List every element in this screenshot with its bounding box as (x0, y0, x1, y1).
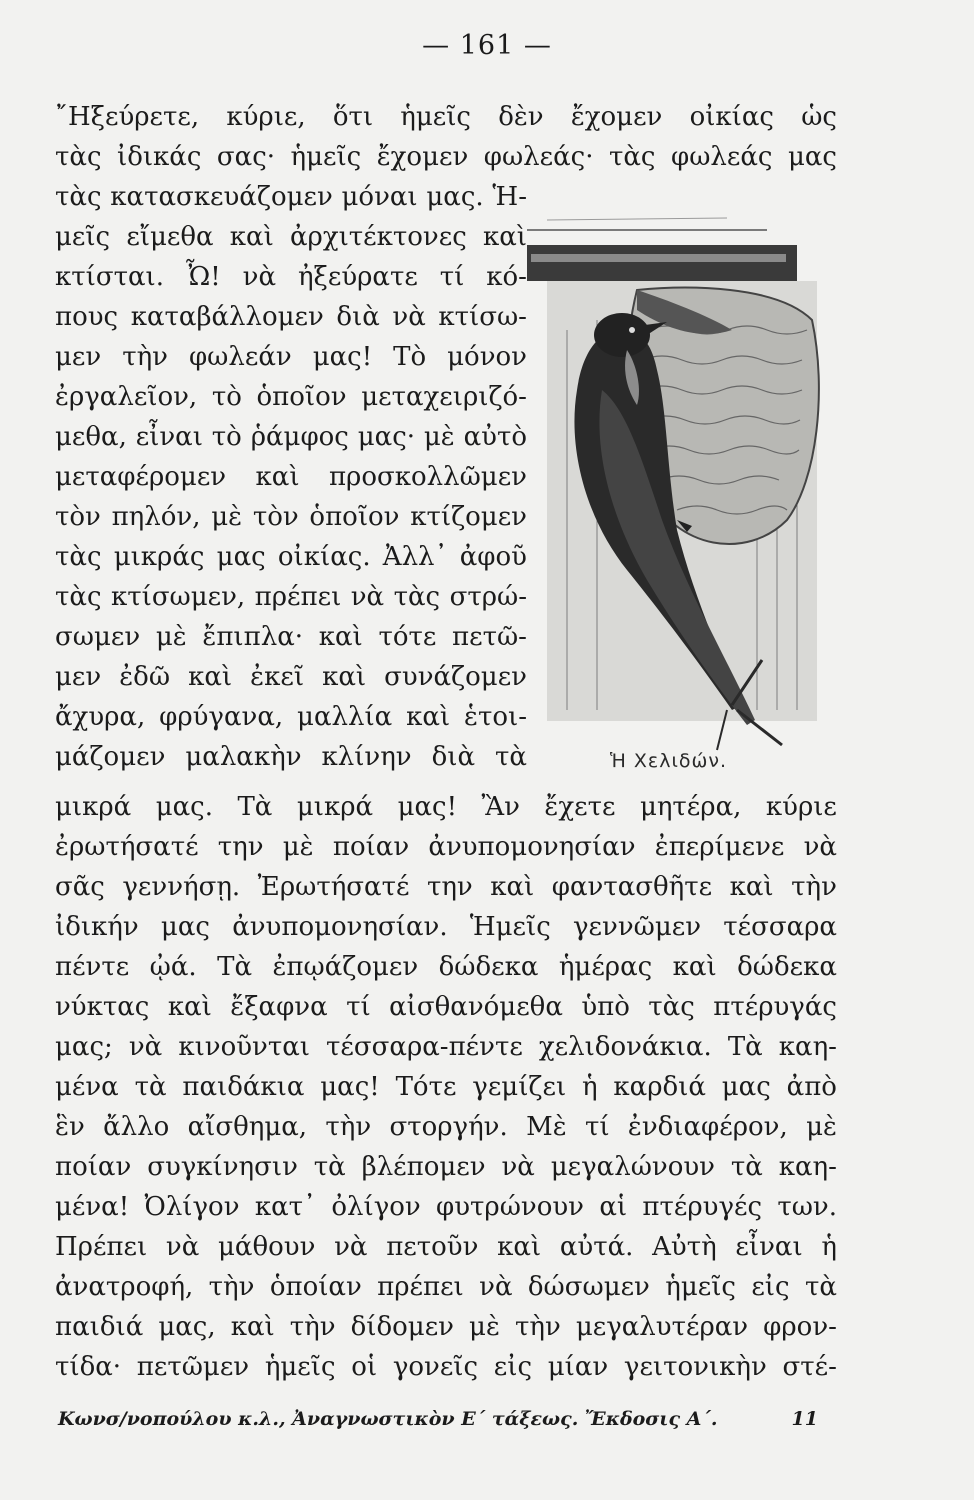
word: σας· (216, 142, 276, 172)
word: την (217, 832, 264, 862)
word: φωλεάν (188, 342, 292, 372)
word: ἐδῶ (119, 662, 171, 692)
word: νὰ (392, 302, 426, 332)
footer-signature-number: 11 (791, 1408, 818, 1430)
word: μας, (158, 1312, 216, 1342)
text-line (55, 97, 837, 137)
word: νὰ (803, 832, 837, 862)
word: χελιδονάκια. (538, 1032, 712, 1062)
word: πετοῦν (386, 1232, 479, 1262)
word: τότε (378, 622, 437, 652)
word: Ἡ- (492, 182, 527, 212)
text-line (55, 1347, 837, 1387)
word: τὰς (608, 142, 656, 172)
swallow-icon (527, 190, 827, 755)
text-line (55, 1307, 837, 1347)
word: Ἀλλ᾽ (382, 542, 448, 572)
word: συνάζομεν (384, 662, 527, 692)
word: μίαν (547, 1352, 609, 1382)
word: νὰ (334, 1232, 368, 1262)
word: μεταφέρομεν (55, 462, 227, 492)
text-line (55, 217, 527, 257)
word: ἑτοι- (464, 702, 527, 732)
text-line (55, 337, 527, 377)
word: παιδιά (55, 1312, 144, 1342)
word: ὅτι (332, 102, 374, 132)
text-line (55, 907, 837, 947)
word: καὶ (318, 622, 363, 652)
word: Τὰ (237, 792, 273, 822)
footer-citation: Κωνσ/νοπούλου κ.λ., Ἀναγνωστικὸν Ε΄ τάξεως. Ἔκδοσις Α΄. (58, 1408, 718, 1430)
word: εἰς (493, 1352, 533, 1382)
word: καη- (778, 1152, 837, 1182)
text-line (55, 787, 837, 827)
word: ἠξεύρατε (297, 262, 418, 292)
word: συγκίνησιν (147, 1152, 298, 1182)
text-line (55, 257, 527, 297)
word: ἰδικάς (117, 142, 202, 172)
word: ἡμεῖς (400, 102, 471, 132)
word: τέσσαρα (723, 912, 837, 942)
text-line (55, 1147, 837, 1187)
word: καὶ (406, 702, 451, 732)
text-line (55, 867, 837, 907)
word: Πρέπει (55, 1232, 148, 1262)
word: αὐτά. (559, 1232, 634, 1262)
text-line (55, 137, 837, 177)
word: Ἂν (481, 792, 520, 822)
word: καὶ (255, 462, 300, 492)
word: ἀρχιτέκτονες (290, 222, 467, 252)
word: δώδεκα (737, 952, 837, 982)
word: μας (787, 142, 837, 172)
word: μεν (55, 342, 102, 372)
word: στέ- (782, 1352, 837, 1382)
word: ὁποῖον (256, 382, 347, 412)
word: οἰκίας (689, 102, 774, 132)
word: μὲ (423, 422, 455, 452)
word: κύριε, (226, 102, 306, 132)
word: ἐπερίμενε (654, 832, 785, 862)
word: νὰ (128, 1032, 163, 1062)
word: καὶ (167, 992, 212, 1022)
text-line (55, 177, 527, 217)
word: εἴμεθα (126, 222, 214, 252)
word: ἐρωτήσατέ (55, 832, 199, 862)
word: καρδιά (613, 1072, 706, 1102)
word: καὶ (188, 662, 233, 692)
word: γονεῖς (392, 1352, 479, 1382)
word: μεγαλώνουν (550, 1152, 715, 1182)
word: ἔπιπλα· (202, 622, 304, 652)
word: ἐπῳάζομεν (272, 952, 419, 982)
word: τὸ (211, 382, 242, 412)
word: τὰ (804, 1272, 837, 1302)
word: Ὀλίγον (144, 1192, 240, 1222)
word: μὲ (806, 1112, 837, 1142)
word: τὰ (313, 1152, 346, 1182)
word: Αὐτὴ (652, 1232, 717, 1262)
word: ἰδικήν (55, 912, 139, 942)
word: σᾶς (55, 872, 105, 902)
word: μεταχειριζό- (361, 382, 527, 412)
word: ἐνδιαφέρον, (627, 1112, 788, 1142)
word: μας (721, 1072, 771, 1102)
word: νὰ (242, 262, 277, 292)
word: ἄλλο (103, 1112, 170, 1142)
word: ποίαν (55, 1152, 132, 1182)
word: ἓν (55, 1112, 85, 1142)
word: δὲν (498, 102, 544, 132)
word: καὶ (497, 1232, 542, 1262)
word: εἶναι (735, 1232, 803, 1262)
word: κτίσται. (55, 262, 164, 292)
word: φυτρώνουν (436, 1192, 584, 1222)
word: κατ᾽ (254, 1192, 317, 1222)
figure-caption: Ἡ Χελιδών. (610, 750, 728, 772)
word: τὴν (791, 872, 837, 902)
swallow-illustration (527, 190, 827, 755)
word: φρον- (763, 1312, 837, 1342)
text-line (55, 1027, 837, 1067)
text-line (55, 1187, 837, 1227)
word: φωλεάς (670, 142, 773, 172)
word: πρέπει (377, 1272, 464, 1302)
text-line (55, 617, 527, 657)
word: μάθουν (218, 1232, 316, 1262)
word: τὰς (55, 142, 102, 172)
word: τὰς (55, 182, 102, 212)
word: αἰσθανόμεθα (389, 992, 563, 1022)
word: καὶ (490, 872, 535, 902)
word: κλίνην (321, 742, 412, 772)
word: καὶ (672, 952, 717, 982)
word: τὴν (325, 1112, 372, 1142)
word: τί (584, 1112, 610, 1142)
word: καὶ (230, 1312, 275, 1342)
word: ἡμεῖς (665, 1272, 736, 1302)
word: νὰ (479, 1272, 513, 1302)
word: μὲ (282, 832, 314, 862)
word: Μὲ (526, 1112, 567, 1142)
word: πετῶμεν (136, 1352, 250, 1382)
word: γεννήσῃ. (122, 872, 241, 902)
word: ἡμεῖς (264, 1352, 336, 1382)
word: δίδομεν (350, 1312, 454, 1342)
word: ἡμέρας (558, 952, 653, 982)
page-number: — 161 — (422, 30, 552, 61)
word: πους (55, 302, 119, 332)
word: μικρά (55, 792, 132, 822)
text-line (55, 497, 527, 537)
word: μεγαλυτέραν (575, 1312, 749, 1342)
word: σωμεν (55, 622, 141, 652)
word: μάζομεν (55, 742, 166, 772)
word: ἀπὸ (786, 1072, 837, 1102)
word: μικράς (113, 542, 205, 572)
word: ἡμεῖς (290, 142, 362, 172)
text-line (55, 657, 527, 697)
word: κτίζομεν (410, 502, 527, 532)
word: πτέρυγάς (713, 992, 837, 1022)
text-line (55, 1267, 837, 1307)
word: μας. (155, 792, 213, 822)
word: μαλλία (297, 702, 393, 732)
word: καὶ (322, 662, 367, 692)
word: ὀλίγον (331, 1192, 421, 1222)
word: γειτονικὴν (623, 1352, 767, 1382)
word: δώσωμεν (527, 1272, 650, 1302)
word: διὰ (431, 742, 476, 772)
word: τὰς (393, 582, 441, 612)
word: τὸ (211, 422, 242, 452)
text-line (55, 1107, 837, 1147)
word: εἶναι (135, 422, 203, 452)
word: τὴν (122, 342, 168, 372)
word: τὴν (289, 1312, 336, 1342)
word: κτίσω- (438, 302, 527, 332)
word: ἔχομεν (376, 142, 469, 172)
word: Ἡμεῖς (469, 912, 551, 942)
word: διὰ (336, 302, 380, 332)
word: παιδάκια (182, 1072, 305, 1102)
word: νύκτας (55, 992, 150, 1022)
word: ἀνυπομονησίαν. (232, 912, 448, 942)
word: ὁποῖον (309, 502, 400, 532)
text-line (55, 737, 527, 777)
word: τί (439, 262, 465, 292)
word: τὸν (252, 502, 299, 532)
word: ἔξαφνα (230, 992, 328, 1022)
word: μας; (55, 1032, 113, 1062)
word: μαλακὴν (185, 742, 302, 772)
word: στρώ- (449, 582, 527, 612)
word: ποίαν (332, 832, 410, 862)
word: Τὰ (217, 952, 253, 982)
word: κό- (486, 262, 527, 292)
word: μας! (397, 792, 458, 822)
word: τὰ (495, 742, 527, 772)
word: ἡ (582, 1072, 598, 1102)
word: κατασκευάζομεν (110, 182, 333, 212)
word: καὶ (482, 222, 527, 252)
word: νὰ (350, 582, 385, 612)
word: φρύγανα, (159, 702, 284, 732)
word: ἀνυπομονησίαν (428, 832, 636, 862)
word: μεν (55, 662, 102, 692)
word: μὲ (211, 502, 243, 532)
word: οἰκίας. (277, 542, 371, 572)
word: αἴσθημα, (187, 1112, 308, 1142)
word: φωλεάς· (483, 142, 594, 172)
word: κύριε (765, 792, 837, 822)
text-line (55, 297, 527, 337)
word: καὶ (229, 222, 274, 252)
word: πηλόν, (111, 502, 201, 532)
word: τί (346, 992, 371, 1022)
text-line (55, 827, 837, 867)
word: νὰ (165, 1232, 200, 1262)
word: μας (216, 542, 266, 572)
word: ἐργαλεῖον, (55, 382, 198, 412)
word: Τὸ (393, 342, 427, 372)
word: ἄχυρα, (55, 702, 146, 732)
word: μας· (357, 422, 416, 452)
word: καη- (778, 1032, 837, 1062)
word: στοργήν. (389, 1112, 508, 1142)
word: τὸν (55, 502, 101, 532)
text-line (55, 1067, 837, 1107)
text-line (55, 417, 527, 457)
word: γεννῶμεν (573, 912, 701, 942)
word: ἔχομεν (570, 102, 663, 132)
word: πτέρυγές (642, 1192, 763, 1222)
word: αἱ (599, 1192, 628, 1222)
word: μας (160, 912, 210, 942)
word: ἀφοῦ (459, 542, 527, 572)
word: πρέπει (254, 582, 342, 612)
word: ἀνατροφή, (55, 1272, 194, 1302)
text-line (55, 947, 837, 987)
word: Τότε (395, 1072, 457, 1102)
word: ῥάμφος (250, 422, 349, 452)
word: μικρά (296, 792, 374, 822)
word: οἱ (351, 1352, 378, 1382)
word: των. (777, 1192, 837, 1222)
text-line (55, 457, 527, 497)
word: μεῖς (55, 222, 111, 252)
word: ὡς (801, 102, 837, 132)
word: τὰς (55, 542, 102, 572)
word: γεμίζει (472, 1072, 567, 1102)
word: ῎Ηξεύρετε, (55, 102, 200, 132)
word: μένα! (55, 1192, 130, 1222)
word: Τὰ (727, 1032, 763, 1062)
word: καταβάλλομεν (130, 302, 324, 332)
word: βλέπομεν (361, 1152, 486, 1182)
word: τέσσαρα-πέντε (326, 1032, 523, 1062)
word: τὴν (514, 1312, 561, 1342)
word: μας. (426, 182, 484, 212)
text-line (55, 377, 527, 417)
word: μας! (320, 1072, 380, 1102)
text-line (55, 697, 527, 737)
word: μητέρα, (639, 792, 742, 822)
text-line (55, 537, 527, 577)
word: μόναι (341, 182, 418, 212)
word: κινοῦνται (178, 1032, 310, 1062)
word: προσκολλῶμεν (328, 462, 527, 492)
word: μεθα, (55, 422, 127, 452)
word: ἡ (821, 1232, 837, 1262)
word: πετῶ- (452, 622, 527, 652)
word: πέντε (55, 952, 130, 982)
word: τὰ (730, 1152, 763, 1182)
word: τὰς (55, 582, 102, 612)
word: νὰ (501, 1152, 535, 1182)
word: Ἐρωτήσατέ (257, 872, 410, 902)
word: τίδα· (55, 1352, 122, 1382)
word: τὰς (648, 992, 695, 1022)
footer (58, 1408, 818, 1430)
word: τὰ (134, 1072, 167, 1102)
word: την (426, 872, 473, 902)
word: μὲ (155, 622, 187, 652)
word: μας! (312, 342, 373, 372)
word: ὁποίαν (269, 1272, 362, 1302)
word: δώδεκα (438, 952, 539, 982)
word: εἰς (751, 1272, 790, 1302)
word: Ὦ! (185, 262, 221, 292)
word: τὴν (208, 1272, 255, 1302)
text-line (55, 1227, 837, 1267)
word: ᾠά. (149, 952, 197, 982)
text-line (55, 987, 837, 1027)
word: αὐτὸ (463, 422, 527, 452)
word: καὶ (729, 872, 774, 902)
word: μὲ (469, 1312, 500, 1342)
word: μένα (55, 1072, 119, 1102)
word: ἔχετε (544, 792, 616, 822)
word: ὑπὸ (581, 992, 630, 1022)
word: ἐκεῖ (250, 662, 305, 692)
text-line (55, 577, 527, 617)
word: κτίσωμεν, (110, 582, 246, 612)
word: φαντασθῆτε (551, 872, 713, 902)
word: μόνον (447, 342, 527, 372)
